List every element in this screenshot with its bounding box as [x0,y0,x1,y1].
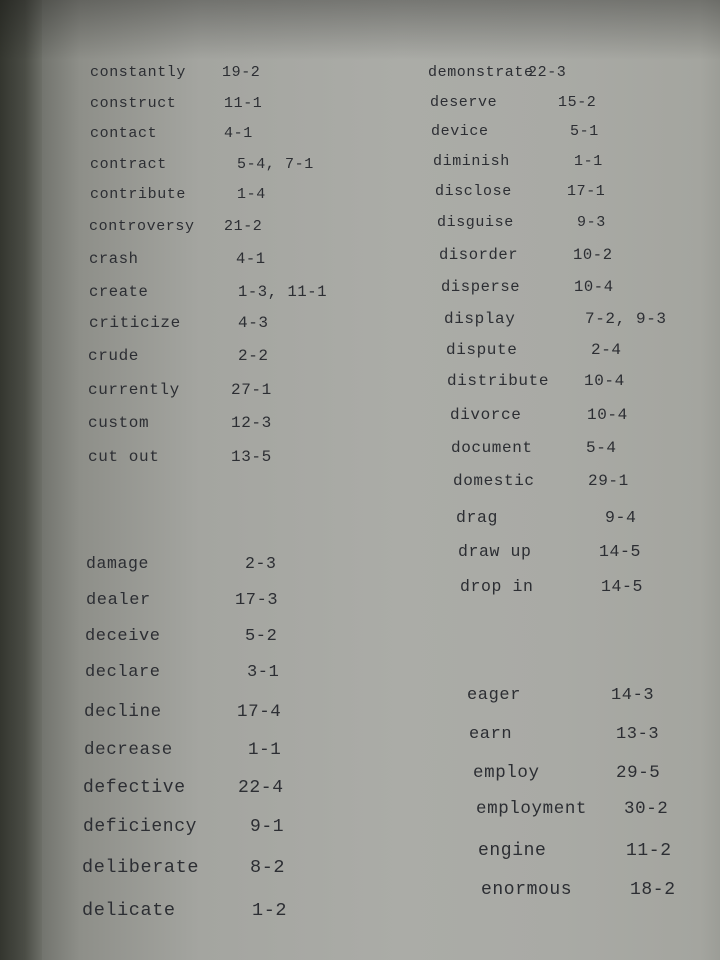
entry-word: contribute [90,186,187,203]
entry-reference: 9-1 [250,817,285,837]
entry-word: damage [86,554,150,573]
entry-word: drag [456,508,499,527]
entry-reference: 14-5 [599,542,642,561]
entry-word: deliberate [82,857,200,878]
entry-reference: 5-4 [586,439,617,457]
entry-word: delicate [82,900,176,921]
entry-word: employment [476,799,588,819]
entry-reference: 7-2, 9-3 [585,310,667,328]
entry-reference: 17-4 [237,702,282,722]
entry-reference: 1-1 [574,153,603,170]
entry-word: domestic [453,472,535,490]
entry-reference: 4-1 [224,125,253,142]
entry-word: controversy [89,218,195,235]
entry-reference: 5-1 [570,123,599,140]
entry-reference: 27-1 [231,381,272,399]
entry-word: disorder [439,246,519,264]
entry-reference: 10-4 [574,278,614,296]
entry-word: decline [84,702,162,722]
entry-word: defective [83,778,186,798]
entry-reference: 4-3 [238,314,269,332]
entry-reference: 29-5 [616,763,661,783]
entry-word: document [451,439,533,457]
entry-word: deficiency [83,817,198,837]
entry-word: display [444,310,516,328]
entry-reference: 2-3 [245,554,277,573]
entry-reference: 9-3 [577,214,606,231]
entry-word: declare [85,663,161,682]
top-shadow [0,0,720,60]
entry-reference: 13-3 [616,725,660,744]
entry-reference: 2-2 [238,347,269,365]
book-spine-shadow [0,0,42,960]
entry-reference: 1-4 [237,186,266,203]
entry-reference: 1-3, 11-1 [238,283,328,301]
entry-reference: 2-4 [591,341,622,359]
entry-word: employ [473,763,540,783]
entry-word: dealer [86,591,151,610]
entry-reference: 9-4 [605,508,637,527]
entry-reference: 30-2 [624,799,669,819]
entry-reference: 5-4, 7-1 [237,156,314,173]
entry-reference: 18-2 [630,880,676,900]
entry-word: decrease [84,740,173,760]
entry-word: distribute [447,372,550,390]
entry-word: create [89,283,149,301]
entry-reference: 14-5 [601,577,644,596]
entry-word: contact [90,125,158,142]
entry-reference: 1-2 [252,900,288,921]
entry-reference: 21-2 [224,218,263,235]
entry-word: eager [467,686,522,705]
entry-word: deserve [430,94,498,111]
entry-reference: 3-1 [247,663,280,682]
entry-word: criticize [89,314,181,332]
entry-reference: 11-2 [626,841,672,861]
entry-reference: 17-3 [235,591,279,610]
entry-word: crude [88,347,140,365]
entry-reference: 11-1 [224,95,263,112]
entry-word: crash [89,250,139,268]
entry-reference: 14-3 [611,686,655,705]
entry-reference: 10-4 [587,406,628,424]
entry-reference: 4-1 [236,250,266,268]
entry-reference: 12-3 [231,414,272,432]
entry-reference: 8-2 [250,857,286,878]
entry-word: diminish [433,153,510,170]
entry-reference: 10-2 [573,246,613,264]
entry-word: drop in [460,577,534,596]
entry-word: construct [90,95,177,112]
entry-word: dispute [446,341,518,359]
entry-word: disperse [441,278,521,296]
entry-reference: 22-3 [528,64,567,81]
entry-word: disguise [437,214,514,231]
entry-reference: 29-1 [588,472,629,490]
entry-word: contract [90,156,167,173]
entry-word: disclose [435,183,512,200]
entry-reference: 22-4 [238,778,284,798]
entry-word: engine [478,841,547,861]
entry-reference: 19-2 [222,64,261,81]
entry-reference: 10-4 [584,372,625,390]
entry-word: currently [88,381,180,399]
entry-reference: 13-5 [231,448,272,466]
entry-word: deceive [85,627,161,646]
entry-reference: 17-1 [567,183,606,200]
entry-word: custom [88,414,150,432]
entry-reference: 5-2 [245,627,278,646]
entry-word: device [431,123,489,140]
entry-reference: 15-2 [558,94,597,111]
entry-word: draw up [458,542,532,561]
entry-word: demonstrate [428,64,534,81]
entry-reference: 1-1 [248,740,282,760]
entry-word: earn [469,725,513,744]
entry-word: divorce [450,406,522,424]
entry-word: enormous [481,880,573,900]
entry-word: constantly [90,64,187,81]
entry-word: cut out [88,448,160,466]
